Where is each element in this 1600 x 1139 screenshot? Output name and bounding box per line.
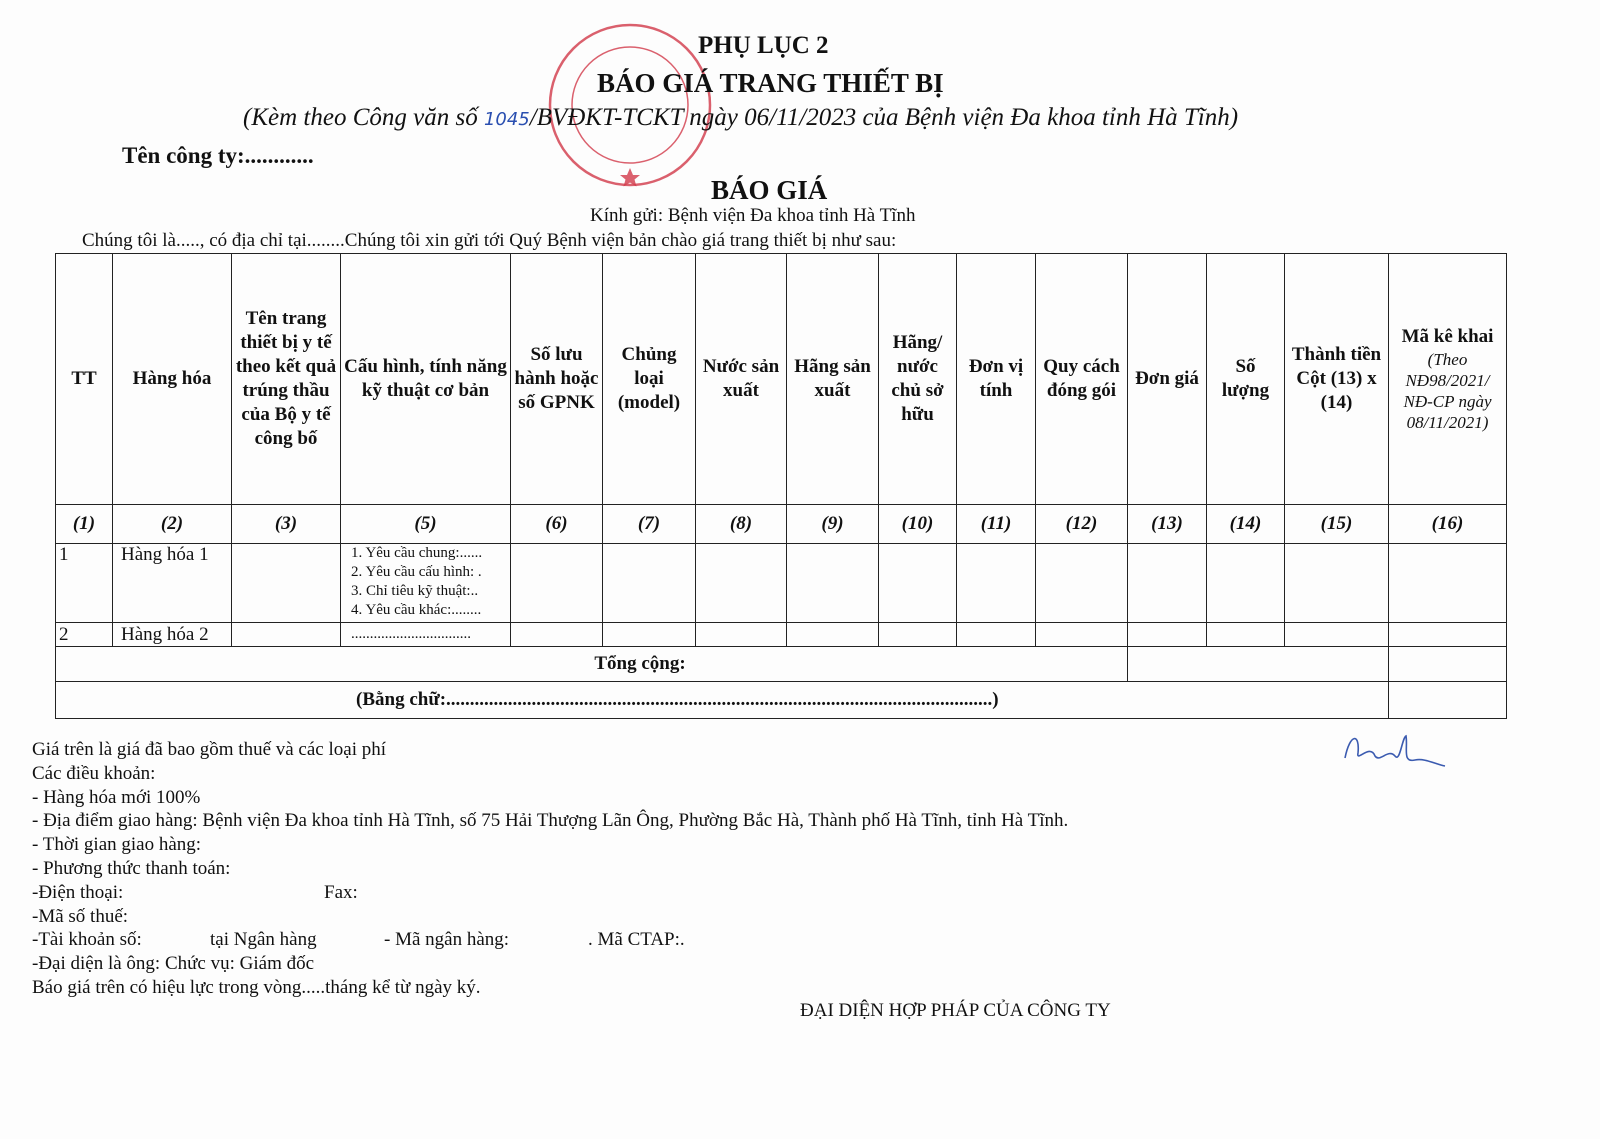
terms-line: - Phương thức thanh toán: bbox=[32, 857, 231, 879]
column-header: Hàng hóa bbox=[113, 254, 232, 505]
column-number: (8) bbox=[696, 505, 787, 544]
empty-cell bbox=[232, 544, 341, 623]
column-header: Số lượng bbox=[1207, 254, 1285, 505]
empty-cell bbox=[603, 544, 696, 623]
column-number: (3) bbox=[232, 505, 341, 544]
total-label: Tổng cộng: bbox=[56, 647, 1128, 682]
empty-cell bbox=[1285, 544, 1389, 623]
column-header: Chủng loại (model) bbox=[603, 254, 696, 505]
subtitle bbox=[243, 104, 1238, 132]
column-number: (14) bbox=[1207, 505, 1285, 544]
empty-cell bbox=[957, 623, 1036, 647]
table-row bbox=[56, 623, 1507, 647]
empty-cell bbox=[879, 623, 957, 647]
terms-section bbox=[32, 738, 1068, 1000]
column-number: (7) bbox=[603, 505, 696, 544]
column-header: Nước sản xuất bbox=[696, 254, 787, 505]
fax-label: Fax: bbox=[324, 881, 358, 903]
spec-line: 4. Yêu cầu khác:........ bbox=[351, 602, 482, 618]
tax-code-label: -Mã số thuế: bbox=[32, 905, 129, 927]
document-title: BÁO GIÁ TRANG THIẾT BỊ bbox=[597, 68, 944, 98]
recipient: Kính gửi: Bệnh viện Đa khoa tỉnh Hà Tĩnh bbox=[590, 205, 916, 226]
empty-cell bbox=[879, 544, 957, 623]
terms-line: Giá trên là giá đã bao gồm thuế và các loại phí bbox=[32, 739, 387, 760]
bank-label: tại Ngân hàng bbox=[210, 929, 317, 951]
empty-cell bbox=[1389, 623, 1507, 647]
subtitle-post: /BVĐKT-TCKT ngày 06/11/2023 của Bệnh viện Đa khoa tỉnh Hà Tĩnh) bbox=[529, 104, 1239, 131]
empty-cell bbox=[1285, 623, 1389, 647]
appendix-label: PHỤ LỤC 2 bbox=[698, 32, 829, 59]
row-number: 2 bbox=[56, 623, 113, 647]
table-header-row bbox=[56, 254, 1507, 505]
column-number: (6) bbox=[511, 505, 603, 544]
empty-cell bbox=[1389, 682, 1507, 719]
table-row bbox=[56, 544, 1507, 623]
empty-cell bbox=[1207, 544, 1285, 623]
column-header-note: (Theo NĐ98/2021/ NĐ-CP ngày 08/11/2021) bbox=[1403, 350, 1492, 432]
column-header: Quy cách đóng gói bbox=[1036, 254, 1128, 505]
spec-line: 3. Chỉ tiêu kỹ thuật:.. bbox=[351, 583, 479, 599]
column-header: Hãng/ nước chủ sở hữu bbox=[879, 254, 957, 505]
handwritten-doc-number: 1045 bbox=[483, 109, 530, 130]
quote-title: BÁO GIÁ bbox=[711, 175, 828, 205]
column-number: (16) bbox=[1389, 505, 1507, 544]
item-name: Hàng hóa 1 bbox=[113, 544, 232, 623]
column-header: Số lưu hành hoặc số GPNK bbox=[511, 254, 603, 505]
handwritten-signature bbox=[1340, 728, 1450, 773]
column-number: (10) bbox=[879, 505, 957, 544]
bank-code-label: - Mã ngân hàng: bbox=[384, 929, 510, 951]
item-name: Hàng hóa 2 bbox=[113, 623, 232, 647]
spec-line: 1. Yêu cầu chung:...... bbox=[351, 545, 483, 561]
column-header: Hãng sản xuất bbox=[787, 254, 879, 505]
terms-line: - Hàng hóa mới 100% bbox=[32, 786, 201, 808]
subtitle-pre: (Kèm theo Công văn số bbox=[243, 104, 484, 131]
spec-cell bbox=[341, 544, 511, 623]
column-header-label: Mã kê khai bbox=[1401, 326, 1494, 347]
representative-line: -Đại diện là ông: Chức vụ: Giám đốc bbox=[32, 953, 315, 975]
empty-cell bbox=[232, 623, 341, 647]
empty-cell bbox=[1036, 544, 1128, 623]
amount-in-words: (Bằng chữ:...................................................................................................................) bbox=[56, 682, 1389, 719]
column-number: (1) bbox=[56, 505, 113, 544]
terms-line: Các điều khoản: bbox=[32, 762, 156, 784]
column-number: (2) bbox=[113, 505, 232, 544]
total-value-cell bbox=[1128, 647, 1389, 682]
column-header: Đơn vị tính bbox=[957, 254, 1036, 505]
empty-cell bbox=[957, 544, 1036, 623]
total-row bbox=[56, 647, 1507, 682]
signatory-title: ĐẠI DIỆN HỢP PHÁP CỦA CÔNG TY bbox=[800, 1000, 1111, 1021]
terms-line: - Địa điểm giao hàng: Bệnh viện Đa khoa tỉnh Hà Tĩnh, số 75 Hải Thượng Lãn Ông, Phường Bắc Hà, Thành phố Hà Tĩnh, tỉnh Hà Tĩnh. bbox=[32, 810, 1069, 832]
row-number: 1 bbox=[56, 544, 113, 623]
empty-cell bbox=[787, 544, 879, 623]
column-number: (13) bbox=[1128, 505, 1207, 544]
spec-cell: ................................ bbox=[341, 623, 511, 647]
empty-cell bbox=[787, 623, 879, 647]
column-header: TT bbox=[56, 254, 113, 505]
empty-cell bbox=[696, 623, 787, 647]
empty-cell bbox=[1389, 544, 1507, 623]
empty-cell bbox=[1128, 623, 1207, 647]
column-number: (9) bbox=[787, 505, 879, 544]
empty-cell bbox=[1207, 623, 1285, 647]
column-number: (11) bbox=[957, 505, 1036, 544]
column-header: Cấu hình, tính năng kỹ thuật cơ bản bbox=[341, 254, 511, 505]
phone-label: -Điện thoại: bbox=[32, 881, 124, 903]
column-number: (15) bbox=[1285, 505, 1389, 544]
validity-line: Báo giá trên có hiệu lực trong vòng.....tháng kể từ ngày ký. bbox=[32, 976, 481, 998]
empty-cell bbox=[696, 544, 787, 623]
column-number-row bbox=[56, 505, 1507, 544]
terms-line: - Thời gian giao hàng: bbox=[32, 834, 202, 856]
empty-cell bbox=[1036, 623, 1128, 647]
column-header: Thành tiền Cột (13) x (14) bbox=[1285, 254, 1389, 505]
account-label: -Tài khoản số: bbox=[32, 929, 142, 951]
empty-cell bbox=[1128, 544, 1207, 623]
column-number: (5) bbox=[341, 505, 511, 544]
empty-cell bbox=[603, 623, 696, 647]
spec-line: 2. Yêu cầu cấu hình: . bbox=[351, 564, 482, 580]
intro-text: Chúng tôi là....., có địa chỉ tại........Chúng tôi xin gửi tới Quý Bệnh viện bản chào giá trang thiết bị như sau: bbox=[82, 230, 897, 251]
amount-in-words-row bbox=[56, 682, 1507, 719]
column-header: Đơn giá bbox=[1128, 254, 1207, 505]
column-number: (12) bbox=[1036, 505, 1128, 544]
company-name-field: Tên công ty:............ bbox=[122, 143, 314, 168]
column-header bbox=[1389, 254, 1507, 505]
empty-cell bbox=[511, 623, 603, 647]
column-header: Tên trang thiết bị y tế theo kết quả trúng thầu của Bộ y tế công bố bbox=[232, 254, 341, 505]
empty-cell bbox=[511, 544, 603, 623]
empty-cell bbox=[1389, 647, 1507, 682]
ctap-label: . Mã CTAP:. bbox=[588, 929, 685, 951]
quotation-table bbox=[55, 253, 1507, 719]
